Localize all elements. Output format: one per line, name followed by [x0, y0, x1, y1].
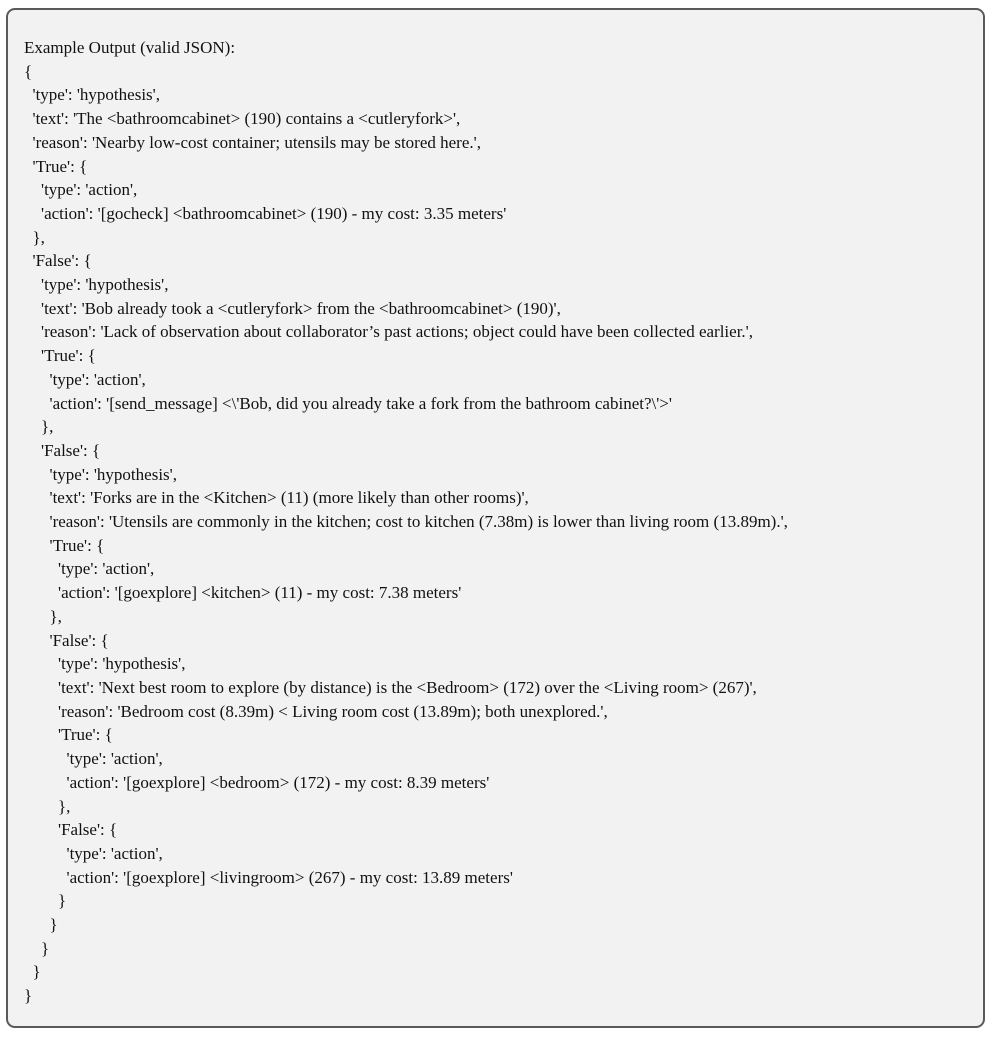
code-line: 'type': 'hypothesis', — [24, 275, 169, 295]
code-line: }, — [24, 796, 71, 816]
code-line: 'reason': 'Nearby low-cost container; utensils may be stored here.', — [24, 132, 481, 152]
code-line: 'True': { — [24, 535, 105, 555]
code-line: 'text': 'Forks are in the <Kitchen> (11) (more likely than other rooms)', — [24, 488, 529, 508]
code-line: 'reason': 'Bedroom cost (8.39m) < Living room cost (13.89m); both unexplored.', — [24, 701, 608, 721]
code-line: 'type': 'action', — [24, 180, 138, 200]
code-line: 'True': { — [24, 725, 113, 745]
code-line: 'action': '[gocheck] <bathroomcabinet> (190) - my cost: 3.35 meters' — [24, 203, 507, 223]
code-line: } — [24, 915, 58, 935]
code-line: 'type': 'action', — [24, 843, 163, 863]
code-line: 'type': 'hypothesis', — [24, 654, 186, 674]
code-line: 'action': '[goexplore] <bedroom> (172) - my cost: 8.39 meters' — [24, 772, 490, 792]
code-line: 'type': 'hypothesis', — [24, 464, 177, 484]
code-line: 'False': { — [24, 820, 118, 840]
code-line: 'False': { — [24, 630, 109, 650]
code-line: 'type': 'action', — [24, 369, 146, 389]
code-line: { — [24, 61, 33, 81]
code-line: }, — [24, 606, 62, 626]
code-line: 'True': { — [24, 156, 88, 176]
code-line: 'False': { — [24, 440, 101, 460]
code-line: } — [24, 891, 67, 911]
code-line: 'action': '[goexplore] <kitchen> (11) - my cost: 7.38 meters' — [24, 583, 462, 603]
code-line: 'type': 'action', — [24, 749, 163, 769]
code-example-box — [6, 8, 985, 1028]
code-line: 'text': 'Bob already took a <cutleryfork> from the <bathroomcabinet> (190)', — [24, 298, 561, 318]
code-line: 'type': 'hypothesis', — [24, 85, 160, 105]
code-line: 'action': '[send_message] <\'Bob, did you already take a fork from the bathroom cabinet?\'>' — [24, 393, 672, 413]
code-line: 'reason': 'Lack of observation about collaborator’s past actions; object could have been collected earlier.', — [24, 322, 753, 342]
code-line: Example Output (valid JSON): — [24, 38, 236, 57]
code-line: }, — [24, 417, 54, 437]
code-line: 'True': { — [24, 346, 96, 366]
code-line: } — [24, 986, 33, 1006]
code-line: 'text': 'Next best room to explore (by distance) is the <Bedroom> (172) over the <Living room> (267)', — [24, 677, 757, 697]
code-line: 'text': 'The <bathroomcabinet> (190) contains a <cutleryfork>', — [24, 109, 461, 129]
code-line: 'False': { — [24, 251, 92, 271]
code-line: 'reason': 'Utensils are commonly in the kitchen; cost to kitchen (7.38m) is lower than living room (13.89m).', — [24, 512, 788, 532]
code-line: } — [24, 938, 50, 958]
code-line: }, — [24, 227, 45, 247]
code-line: 'action': '[goexplore] <livingroom> (267) - my cost: 13.89 meters' — [24, 867, 513, 887]
code-line: 'type': 'action', — [24, 559, 155, 579]
code-line: } — [24, 962, 41, 982]
